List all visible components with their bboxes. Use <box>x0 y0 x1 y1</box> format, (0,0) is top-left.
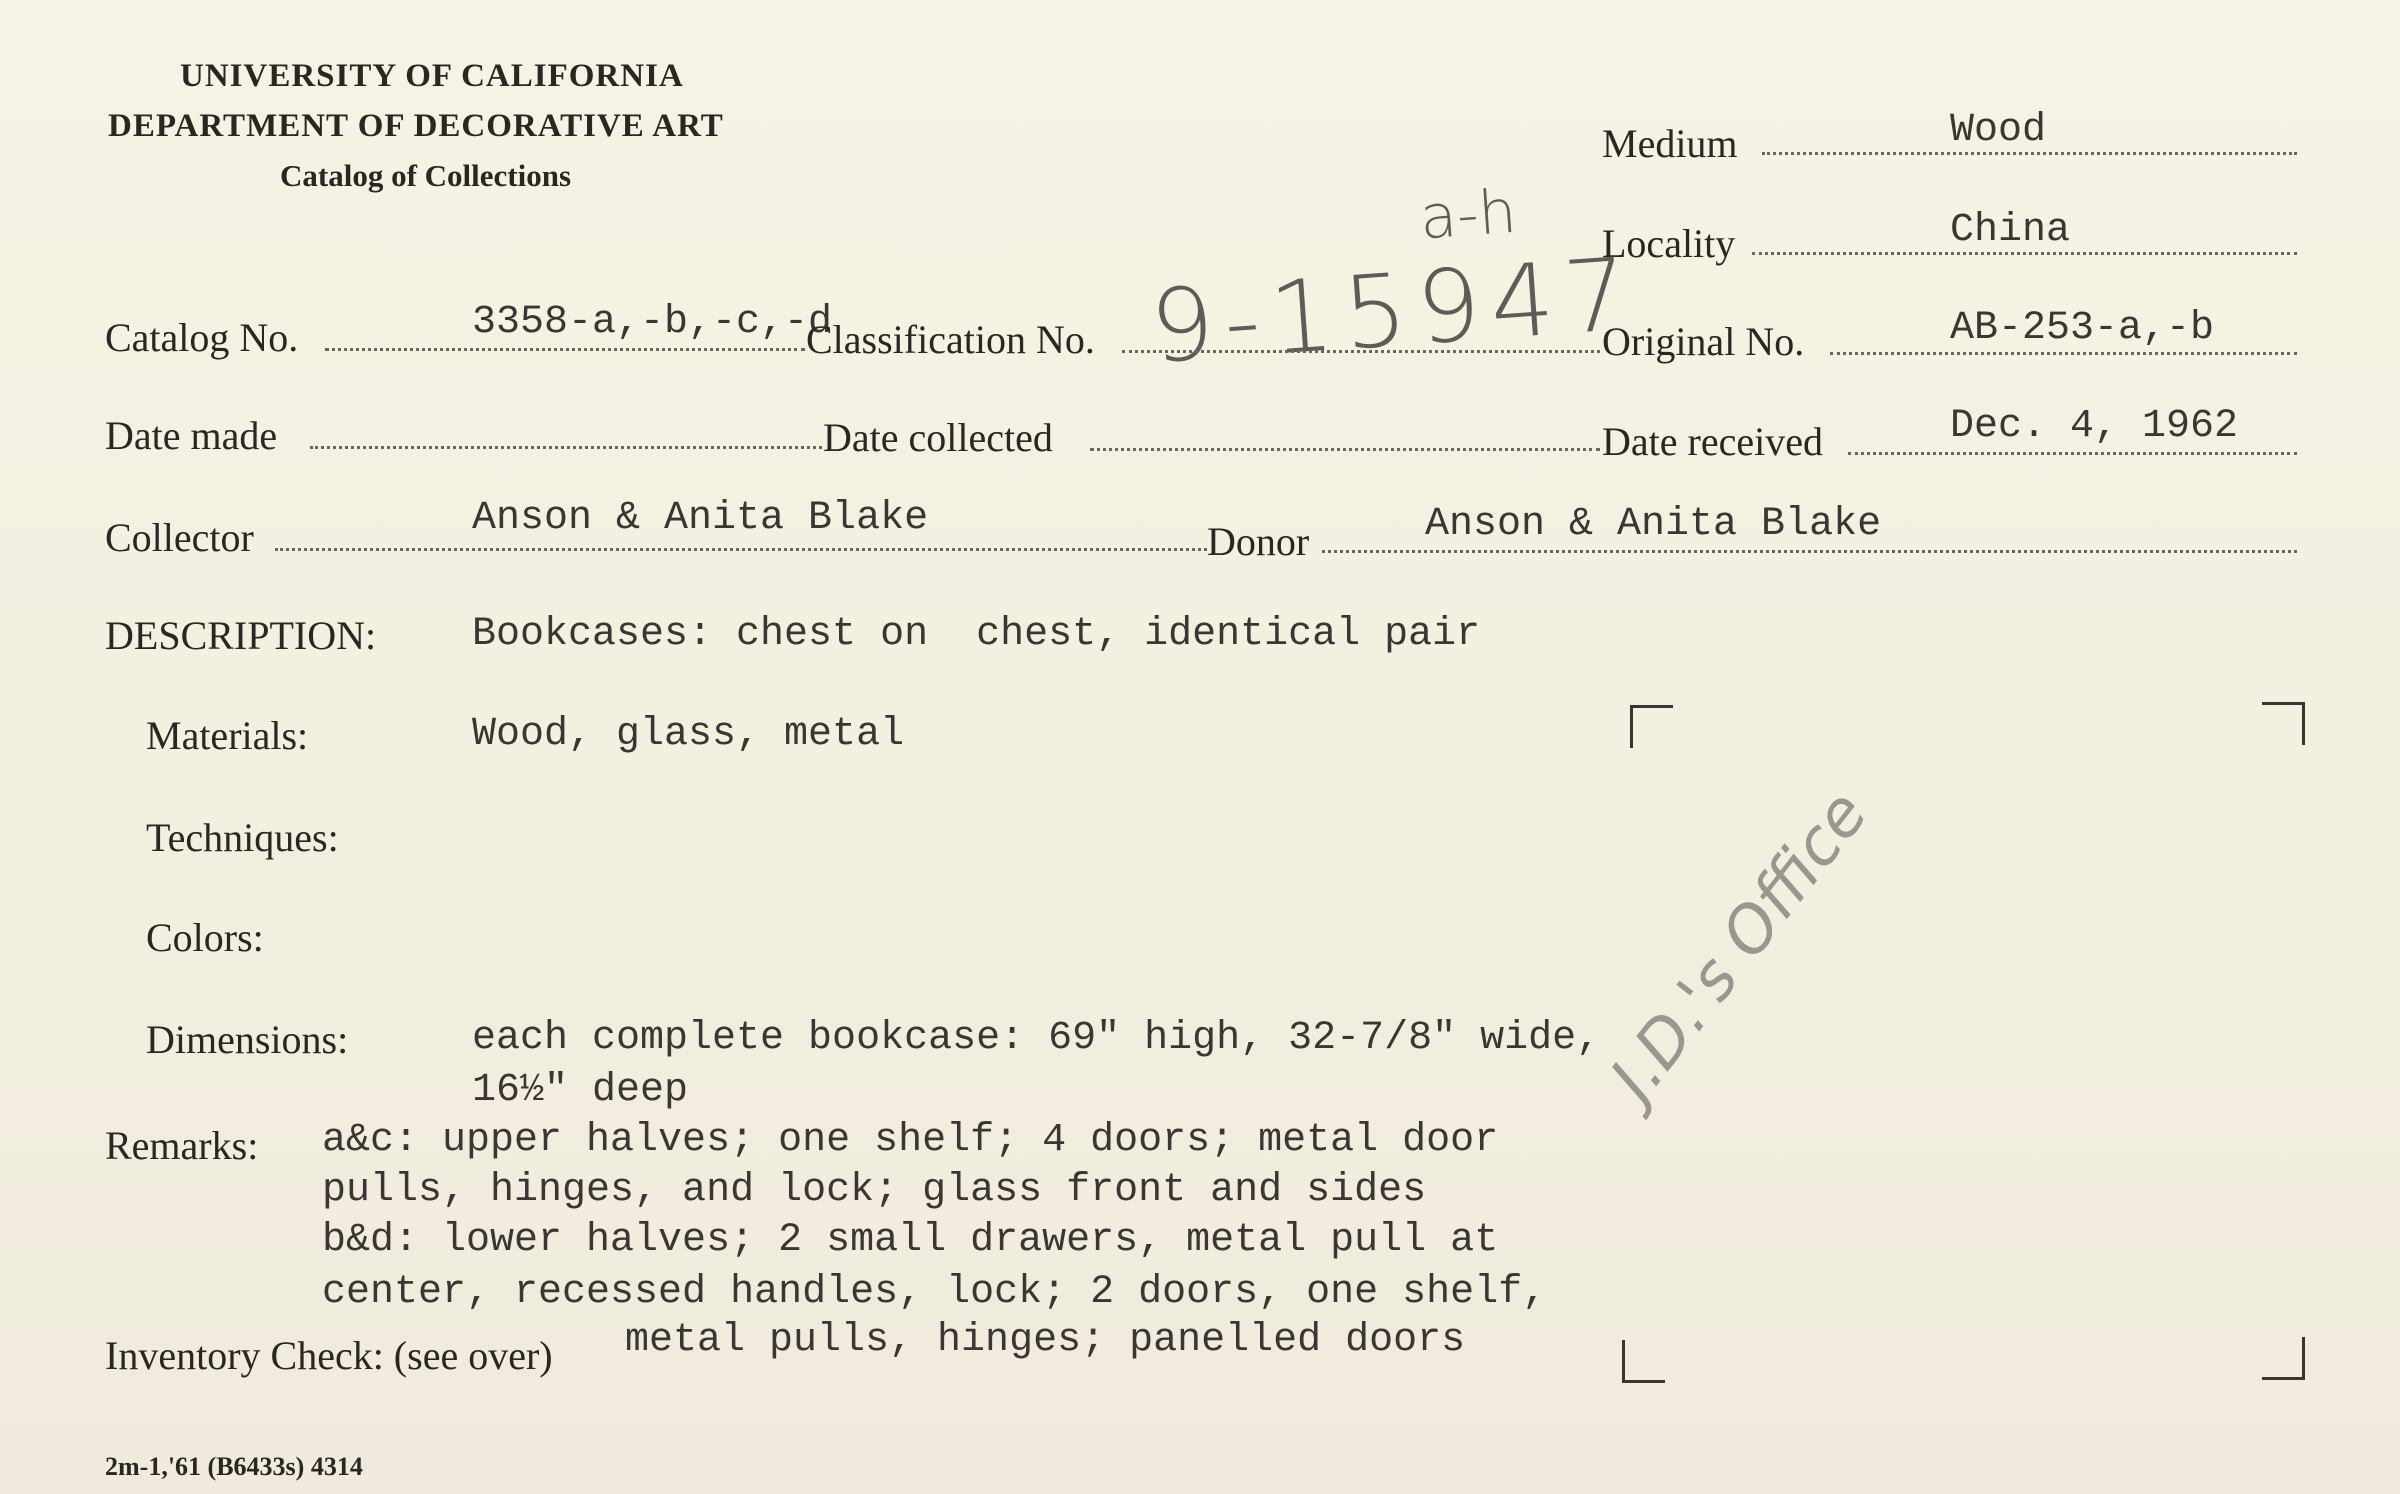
dimensions-line-1: each complete bookcase: 69" high, 32-7/8" wide, <box>472 1016 1601 1061</box>
date-made-label: Date made <box>105 413 278 458</box>
medium-value: Wood <box>1950 108 2047 153</box>
pencil-note: J.D.'s Office <box>1596 777 1883 1114</box>
classification-no-rule <box>1122 350 1600 353</box>
colors-label: Colors: <box>146 915 264 960</box>
photo-box-corner-top-left <box>1630 705 1673 748</box>
classification-no-label: Classification No. <box>806 317 1095 362</box>
remarks-line-5: metal pulls, hinges; panelled doors <box>625 1318 1466 1363</box>
medium-label: Medium <box>1602 121 1738 166</box>
dimensions-label: Dimensions: <box>146 1017 349 1062</box>
date-collected-rule <box>1090 448 1600 451</box>
remarks-line-1: a&c: upper halves; one shelf; 4 doors; metal door <box>322 1118 1499 1163</box>
photo-box-corner-top-right <box>2262 702 2305 745</box>
date-received-rule <box>1848 452 2297 455</box>
remarks-line-4: center, recessed handles, lock; 2 doors, one shelf, <box>322 1270 1547 1315</box>
collector-label: Collector <box>105 515 254 560</box>
materials-label: Materials: <box>146 713 309 758</box>
classification-number-handwritten: 9-15947 <box>1146 235 1642 386</box>
catalog-no-rule <box>325 348 805 351</box>
catalog-no-label: Catalog No. <box>105 315 299 360</box>
header-catalog: Catalog of Collections <box>280 158 572 193</box>
remarks-label: Remarks: <box>105 1123 259 1168</box>
donor-rule <box>1322 550 2297 553</box>
original-no-rule <box>1830 352 2297 355</box>
donor-label: Donor <box>1207 519 1310 564</box>
date-collected-label: Date collected <box>823 415 1053 460</box>
photo-box-corner-bottom-left <box>1622 1340 1665 1383</box>
date-received-value: Dec. 4, 1962 <box>1950 404 2239 449</box>
techniques-label: Techniques: <box>146 815 339 860</box>
dimensions-line-2: 16½" deep <box>472 1068 689 1113</box>
locality-value: China <box>1950 208 2071 253</box>
inventory-check-label: Inventory Check: (see over) <box>105 1333 553 1378</box>
original-no-value: AB-253-a,-b <box>1950 306 2215 351</box>
locality-label: Locality <box>1602 221 1736 266</box>
materials-value: Wood, glass, metal <box>472 712 905 757</box>
remarks-line-3: b&d: lower halves; 2 small drawers, metal pull at <box>322 1218 1499 1263</box>
collector-value: Anson & Anita Blake <box>472 496 929 541</box>
header-university: UNIVERSITY OF CALIFORNIA <box>180 58 684 94</box>
description-label: DESCRIPTION: <box>105 613 377 658</box>
classification-suffix-handwritten: a-h <box>1417 176 1519 254</box>
print-code: 2m-1,'61 (B6433s) 4314 <box>105 1452 363 1481</box>
photo-box-corner-bottom-right <box>2262 1337 2305 1380</box>
header-department: DEPARTMENT OF DECORATIVE ART <box>108 108 724 144</box>
donor-value: Anson & Anita Blake <box>1425 502 1882 547</box>
date-made-rule <box>310 446 822 449</box>
original-no-label: Original No. <box>1602 319 1805 364</box>
collector-rule <box>275 548 1207 551</box>
remarks-line-2: pulls, hinges, and lock; glass front and sides <box>322 1168 1427 1213</box>
description-value: Bookcases: chest on chest, identical pair <box>472 612 1481 657</box>
date-received-label: Date received <box>1602 419 1823 464</box>
catalog-no-value: 3358-a,-b,-c,-d <box>472 300 833 345</box>
